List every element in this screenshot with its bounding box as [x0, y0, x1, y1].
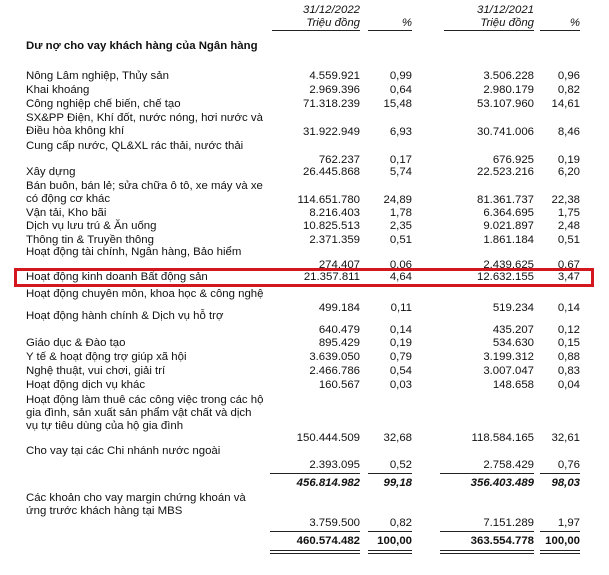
total-pct-2021: 100,00: [545, 535, 580, 548]
pct-2021: 2,48: [557, 220, 580, 233]
pct-2022: 24,89: [383, 194, 412, 207]
row-label: Dịch vụ lưu trú & Ăn uống: [26, 220, 157, 232]
pct-2022: 0,17: [389, 154, 412, 167]
value-2021: 519.234: [492, 302, 534, 315]
pct-2021: 0,15: [557, 337, 580, 350]
pct-2022: 0,03: [389, 379, 412, 392]
row-label: Hoạt động kinh doanh Bất động sản: [26, 271, 208, 283]
row-label: Cho vay tại các Chi nhánh nước ngoài: [26, 445, 221, 457]
double-rule: [540, 553, 580, 554]
value-2021: 7.151.289: [483, 517, 534, 530]
table-row: [0, 310, 609, 337]
row-label: Các khoản cho vay margin chứng khoán và ứng trước khách hàng tại MBS: [26, 492, 246, 517]
value-2022: 10.825.513: [302, 220, 360, 233]
highlight-box: [14, 268, 594, 287]
subtotal-pct-2021: 98,03: [551, 477, 580, 490]
row-label: Vận tải, Kho bãi: [26, 207, 107, 219]
pct-2022: 0,19: [389, 337, 412, 350]
table-row: [0, 220, 609, 233]
value-2021: 30.741.006: [476, 126, 534, 139]
double-rule: [270, 553, 360, 554]
value-2022: 762.237: [318, 154, 360, 167]
total-rule: [270, 531, 360, 532]
double-rule: [368, 550, 412, 551]
pct-2022: 0,14: [389, 324, 412, 337]
value-2021: 9.021.897: [483, 220, 534, 233]
table-row: [0, 166, 609, 179]
value-2022: 274.407: [318, 259, 360, 270]
table-row: [0, 445, 609, 472]
pct-2022: 15,48: [383, 98, 412, 111]
row-label: SX&PP Điện, Khí đốt, nước nóng, hơi nước và Điều hòa không khí: [26, 112, 263, 137]
col2-unit-header: Triệu đồng: [444, 17, 534, 31]
row-label: Giáo dục & Đào tạo: [26, 337, 126, 349]
table-row: [0, 140, 609, 167]
pct-2021: 0,96: [557, 70, 580, 83]
value-2022: 31.922.949: [302, 126, 360, 139]
value-2021: 3.506.228: [483, 70, 534, 83]
pct-2021: 14,61: [551, 98, 580, 111]
value-2022: 114.651.780: [297, 194, 360, 207]
section-title: Dư nợ cho vay khách hàng của Ngân hàng: [26, 40, 258, 52]
subtotal-rule: [368, 473, 412, 474]
value-2022: 895.429: [318, 337, 360, 350]
value-2022: 8.216.403: [309, 207, 360, 220]
pct-2022: 0,54: [389, 365, 412, 378]
row-label: Hoạt động dịch vụ khác: [26, 379, 146, 391]
value-2021: 148.658: [492, 379, 534, 392]
table-row: [0, 394, 609, 445]
pct-2021: 0,04: [557, 379, 580, 392]
table-row: [0, 84, 609, 97]
table-row: [0, 112, 609, 139]
pct-2022: 5,74: [389, 166, 412, 179]
row-label: Hoạt động chuyên môn, khoa học & công nghệ: [26, 288, 264, 300]
double-rule: [540, 550, 580, 551]
pct-2022: 6,93: [389, 126, 412, 139]
pct-2022: 0,52: [389, 459, 412, 472]
value-2021: 2.758.429: [483, 459, 534, 472]
table-row: [0, 365, 609, 378]
pct-2021: 8,46: [557, 126, 580, 139]
value-2021: 435.207: [492, 324, 534, 337]
pct-2022: 0,51: [389, 234, 412, 247]
subtotal-rule: [440, 473, 534, 474]
pct-2021: 1,97: [557, 517, 580, 530]
pct-2021: 0,76: [557, 459, 580, 472]
double-rule: [440, 553, 534, 554]
pct-2021: 0,14: [557, 302, 580, 315]
col1-date-header: 31/12/2022: [302, 4, 360, 16]
total-rule: [540, 531, 580, 532]
row-label: Thông tin & Truyền thông: [26, 234, 154, 246]
value-2022: 150.444.509: [296, 432, 360, 445]
pct-2021: 0,88: [557, 351, 580, 364]
subtotal-rule: [270, 473, 360, 474]
pct-2021: 1,75: [557, 207, 580, 220]
pct-2021: 22,38: [551, 194, 580, 207]
pct-2022: 0,64: [389, 84, 412, 97]
pct-2022: 0,11: [390, 302, 412, 315]
row-label: Hoạt động hành chính & Dịch vụ hỗ trợ: [26, 310, 224, 322]
double-rule: [440, 550, 534, 551]
pct-2021: 0,19: [557, 154, 580, 167]
subtotal-pct-2022: 99,18: [383, 477, 412, 490]
pct-2021: 0,83: [557, 365, 580, 378]
value-2022: 21.357.811: [303, 271, 360, 284]
col2-date-header: 31/12/2021: [476, 4, 534, 16]
row-label: Công nghiệp chế biến, chế tạo: [26, 98, 181, 110]
value-2022: 71.318.239: [302, 98, 360, 111]
table-row: [0, 351, 609, 364]
value-2021: 53.107.960: [476, 98, 534, 111]
value-2021: 118.584.165: [471, 432, 534, 445]
value-2021: 2.980.179: [483, 84, 534, 97]
value-2022: 26.445.868: [302, 166, 360, 179]
value-2021: 534.630: [492, 337, 534, 350]
value-2021: 3.199.312: [483, 351, 534, 364]
total-2022: 460.574.482: [296, 535, 360, 548]
row-label: Hoạt động tài chính, Ngân hàng, Bảo hiểm: [26, 246, 242, 258]
total-2021: 363.554.778: [470, 535, 534, 548]
table-row: [0, 337, 609, 350]
value-2022: 3.639.050: [309, 351, 360, 364]
pct-2021: 0,67: [557, 259, 580, 270]
value-2022: 3.759.500: [309, 517, 360, 530]
pct-2021: 0,12: [557, 324, 580, 337]
double-rule: [270, 550, 360, 551]
row-label: Hoạt động làm thuê các công việc trong các hộ gia đình, sản xuất sản phẩm vật chất và dịch vụ tự tiêu dùng của hộ gia đình: [26, 394, 264, 432]
subtotal-row: [0, 477, 609, 490]
row-label: Cung cấp nước, QL&XL rác thải, nước thải: [26, 140, 244, 152]
subtotal-2021: 356.403.489: [470, 477, 534, 490]
table-row: [0, 98, 609, 111]
value-2022: 160.567: [318, 379, 360, 392]
pct-2021: 0,82: [557, 84, 580, 97]
total-rule: [440, 531, 534, 532]
value-2021: 22.523.216: [476, 166, 534, 179]
total-rule: [368, 531, 412, 532]
table-row: [0, 246, 609, 270]
table-row: [0, 180, 609, 207]
margin-row: [0, 492, 609, 530]
pct-2021: 32,61: [551, 432, 580, 445]
value-2021: 6.364.695: [483, 207, 534, 220]
col2-pct-header: %: [540, 17, 580, 31]
total-row: [0, 535, 609, 548]
row-label: Y tế & hoạt động trợ giúp xã hội: [26, 351, 187, 363]
value-2022: 2.969.396: [309, 84, 360, 97]
total-pct-2022: 100,00: [377, 535, 412, 548]
value-2022: 2.466.786: [309, 365, 360, 378]
pct-2022: 2,35: [389, 220, 412, 233]
row-label: Khai khoáng: [26, 84, 90, 96]
col1-pct-header: %: [368, 17, 412, 31]
value-2021: 2.439.625: [483, 259, 534, 270]
subtotal-rule: [540, 473, 580, 474]
double-rule: [368, 553, 412, 554]
row-label: Bán buôn, bán lẻ; sửa chữa ô tô, xe máy và xe có động cơ khác: [26, 180, 263, 205]
table-row: [0, 70, 609, 83]
value-2021: 81.361.737: [476, 194, 534, 207]
pct-2021: 6,20: [557, 166, 580, 179]
value-2022: 499.184: [318, 302, 360, 315]
pct-2022: 0,06: [389, 259, 412, 270]
pct-2022: 0,79: [389, 351, 412, 364]
value-2021: 1.861.184: [483, 234, 534, 247]
value-2022: 2.393.095: [309, 459, 360, 472]
value-2021: 676.925: [492, 154, 534, 167]
pct-2022: 32,68: [383, 432, 412, 445]
subtotal-2022: 456.814.982: [296, 477, 360, 490]
row-label: Nông Lâm nghiệp, Thủy sản: [26, 70, 169, 82]
col1-unit-header: Triệu đồng: [272, 17, 360, 31]
value-2021: 12.632.155: [476, 271, 534, 284]
table-row: [0, 207, 609, 220]
value-2021: 3.007.047: [483, 365, 534, 378]
table-row: [0, 379, 609, 392]
row-label: Nghệ thuật, vui chơi, giải trí: [26, 365, 166, 377]
value-2022: 4.559.921: [309, 70, 360, 83]
row-label: Xây dựng: [26, 166, 76, 178]
value-2022: 640.479: [318, 324, 360, 337]
pct-2021: 3,47: [557, 271, 580, 284]
pct-2022: 4,64: [389, 271, 412, 284]
pct-2021: 0,51: [557, 234, 580, 247]
pct-2022: 0,99: [389, 70, 412, 83]
value-2022: 2.371.359: [309, 234, 360, 247]
pct-2022: 1,78: [389, 207, 412, 220]
pct-2022: 0,82: [389, 517, 412, 530]
